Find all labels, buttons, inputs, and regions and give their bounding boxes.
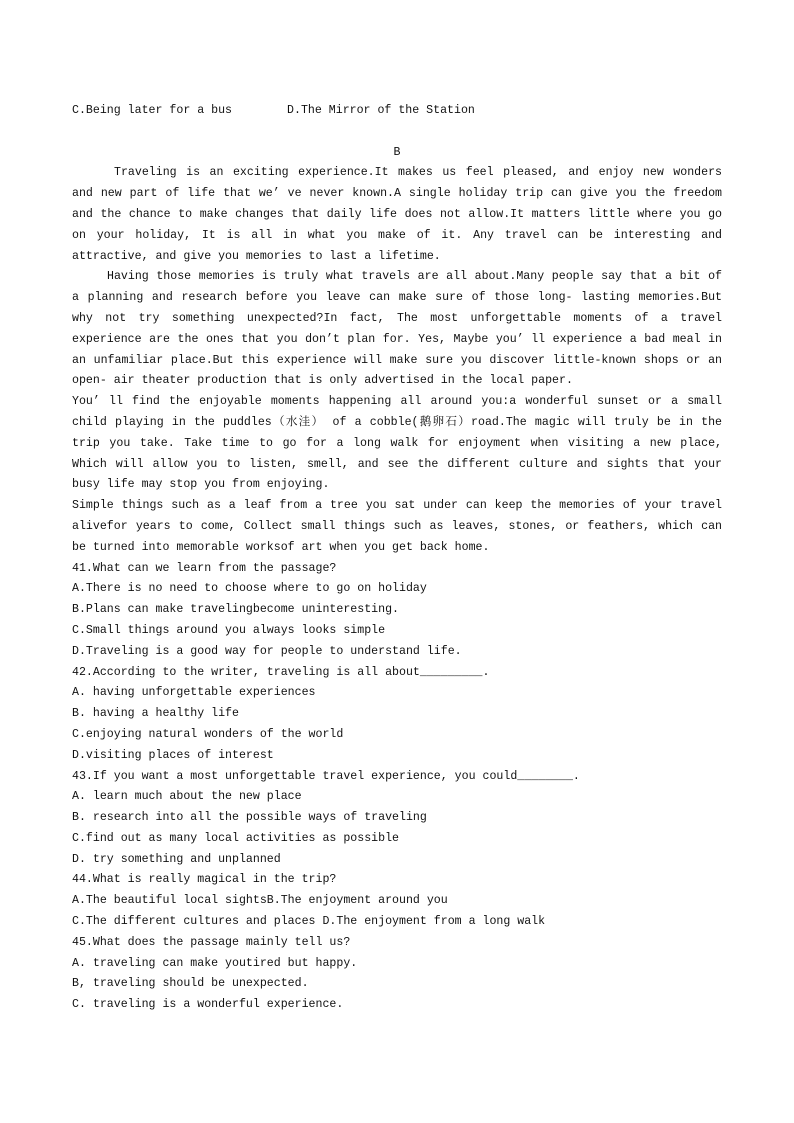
answer-option: D. try something and unplanned [72, 852, 281, 866]
passage-line: child playing in the puddles（水洼） of a cobble(鹅卵石）road.The magic will truly be in the [72, 415, 722, 429]
passage-line: open- air theater production that is only advertised in the local paper. [72, 374, 573, 388]
passage-line: alivefor years to come, Collect small things such as leaves, stones, or feathers, which can [72, 519, 722, 533]
option-d: D.The Mirror of the Station [287, 104, 475, 117]
passage-line: You’ ll find the enjoyable moments happening all around you:a wonderful sunset or a small [72, 395, 722, 409]
passage-line: experience are the ones that you don’t plan for. Yes, Maybe you’ ll experience a bad meal in [72, 332, 722, 346]
answer-option: C. traveling is a wonderful experience. [72, 998, 344, 1012]
previous-options-line [72, 101, 722, 122]
question-stem: 41.What can we learn from the passage? [72, 561, 337, 575]
answer-option: D.visiting places of interest [72, 748, 274, 762]
spacer [72, 122, 722, 143]
passage-line: Having those memories is truly what travels are all about.Many people say that a bit of [107, 270, 722, 284]
answer-option: B.Plans can make travelingbecome uninteresting. [72, 603, 399, 617]
passage-line: trip you take. Take time to go for a long walk for enjoyment when visiting a new place, [72, 436, 722, 450]
answer-option: D.Traveling is a good way for people to understand life. [72, 644, 462, 658]
passage-line: Traveling is an exciting experience.It makes us feel pleased, and enjoy new wonders [114, 166, 722, 180]
questions [72, 559, 722, 1017]
question-stem: 43.If you want a most unforgettable travel experience, you could________. [72, 769, 580, 783]
section-label: B [393, 145, 401, 159]
passage-line: be turned into memorable worksof art when you get back home. [72, 540, 490, 554]
passage-line: busy life may stop you from enjoying. [72, 478, 330, 492]
passage-line: an unfamiliar place.But this experience will make sure you discover little-known shops or an [72, 353, 722, 367]
answer-option: B. having a healthy life [72, 707, 239, 721]
passage-line: attractive, and give you memories to last a lifetime. [72, 249, 441, 263]
answer-option: B, traveling should be unexpected. [72, 977, 309, 991]
answer-option: C.find out as many local activities as possible [72, 831, 399, 845]
answer-option: C.enjoying natural wonders of the world [72, 727, 344, 741]
document-page [72, 101, 722, 1016]
answer-option: A. traveling can make youtired but happy. [72, 956, 358, 970]
passage-line: Which will allow you to listen, smell, and see the different culture and sights that your [72, 457, 722, 471]
question-stem: 45.What does the passage mainly tell us? [72, 935, 351, 949]
answer-option: C.Small things around you always looks simple [72, 623, 386, 637]
answer-option: B. research into all the possible ways of traveling [72, 811, 427, 825]
passage-line: and new part of life that we’ ve never known.A single holiday trip can give you the freedom [72, 187, 722, 201]
passage-line: on your holiday, It is all in what you make of it. Any travel can be interesting and [72, 228, 722, 242]
answer-option: A.There is no need to choose where to go on holiday [72, 582, 427, 596]
question-stem: 44.What is really magical in the trip? [72, 873, 337, 887]
answer-option: C.The different cultures and places D.The enjoyment from a long walk [72, 915, 546, 929]
answer-option: A. having unforgettable experiences [72, 686, 316, 700]
passage-line: and the chance to make changes that daily life does not allow.It matters little where you go [72, 207, 722, 221]
passage-line: Simple things such as a leaf from a tree you sat under can keep the memories of your travel [72, 499, 722, 513]
option-c: C.Being later for a bus [72, 104, 233, 117]
answer-option: A.The beautiful local sightsB.The enjoyment around you [72, 894, 448, 908]
passage-line: why not try something unexpected?In fact, The most unforgettable moments of a travel [72, 311, 722, 325]
answer-option: A. learn much about the new place [72, 790, 302, 804]
passage-line: a planning and research before you leave can make sure of those long- lasting memories.But [72, 291, 722, 305]
question-stem: 42.According to the writer, traveling is all about_________. [72, 665, 490, 679]
passage [72, 163, 722, 558]
